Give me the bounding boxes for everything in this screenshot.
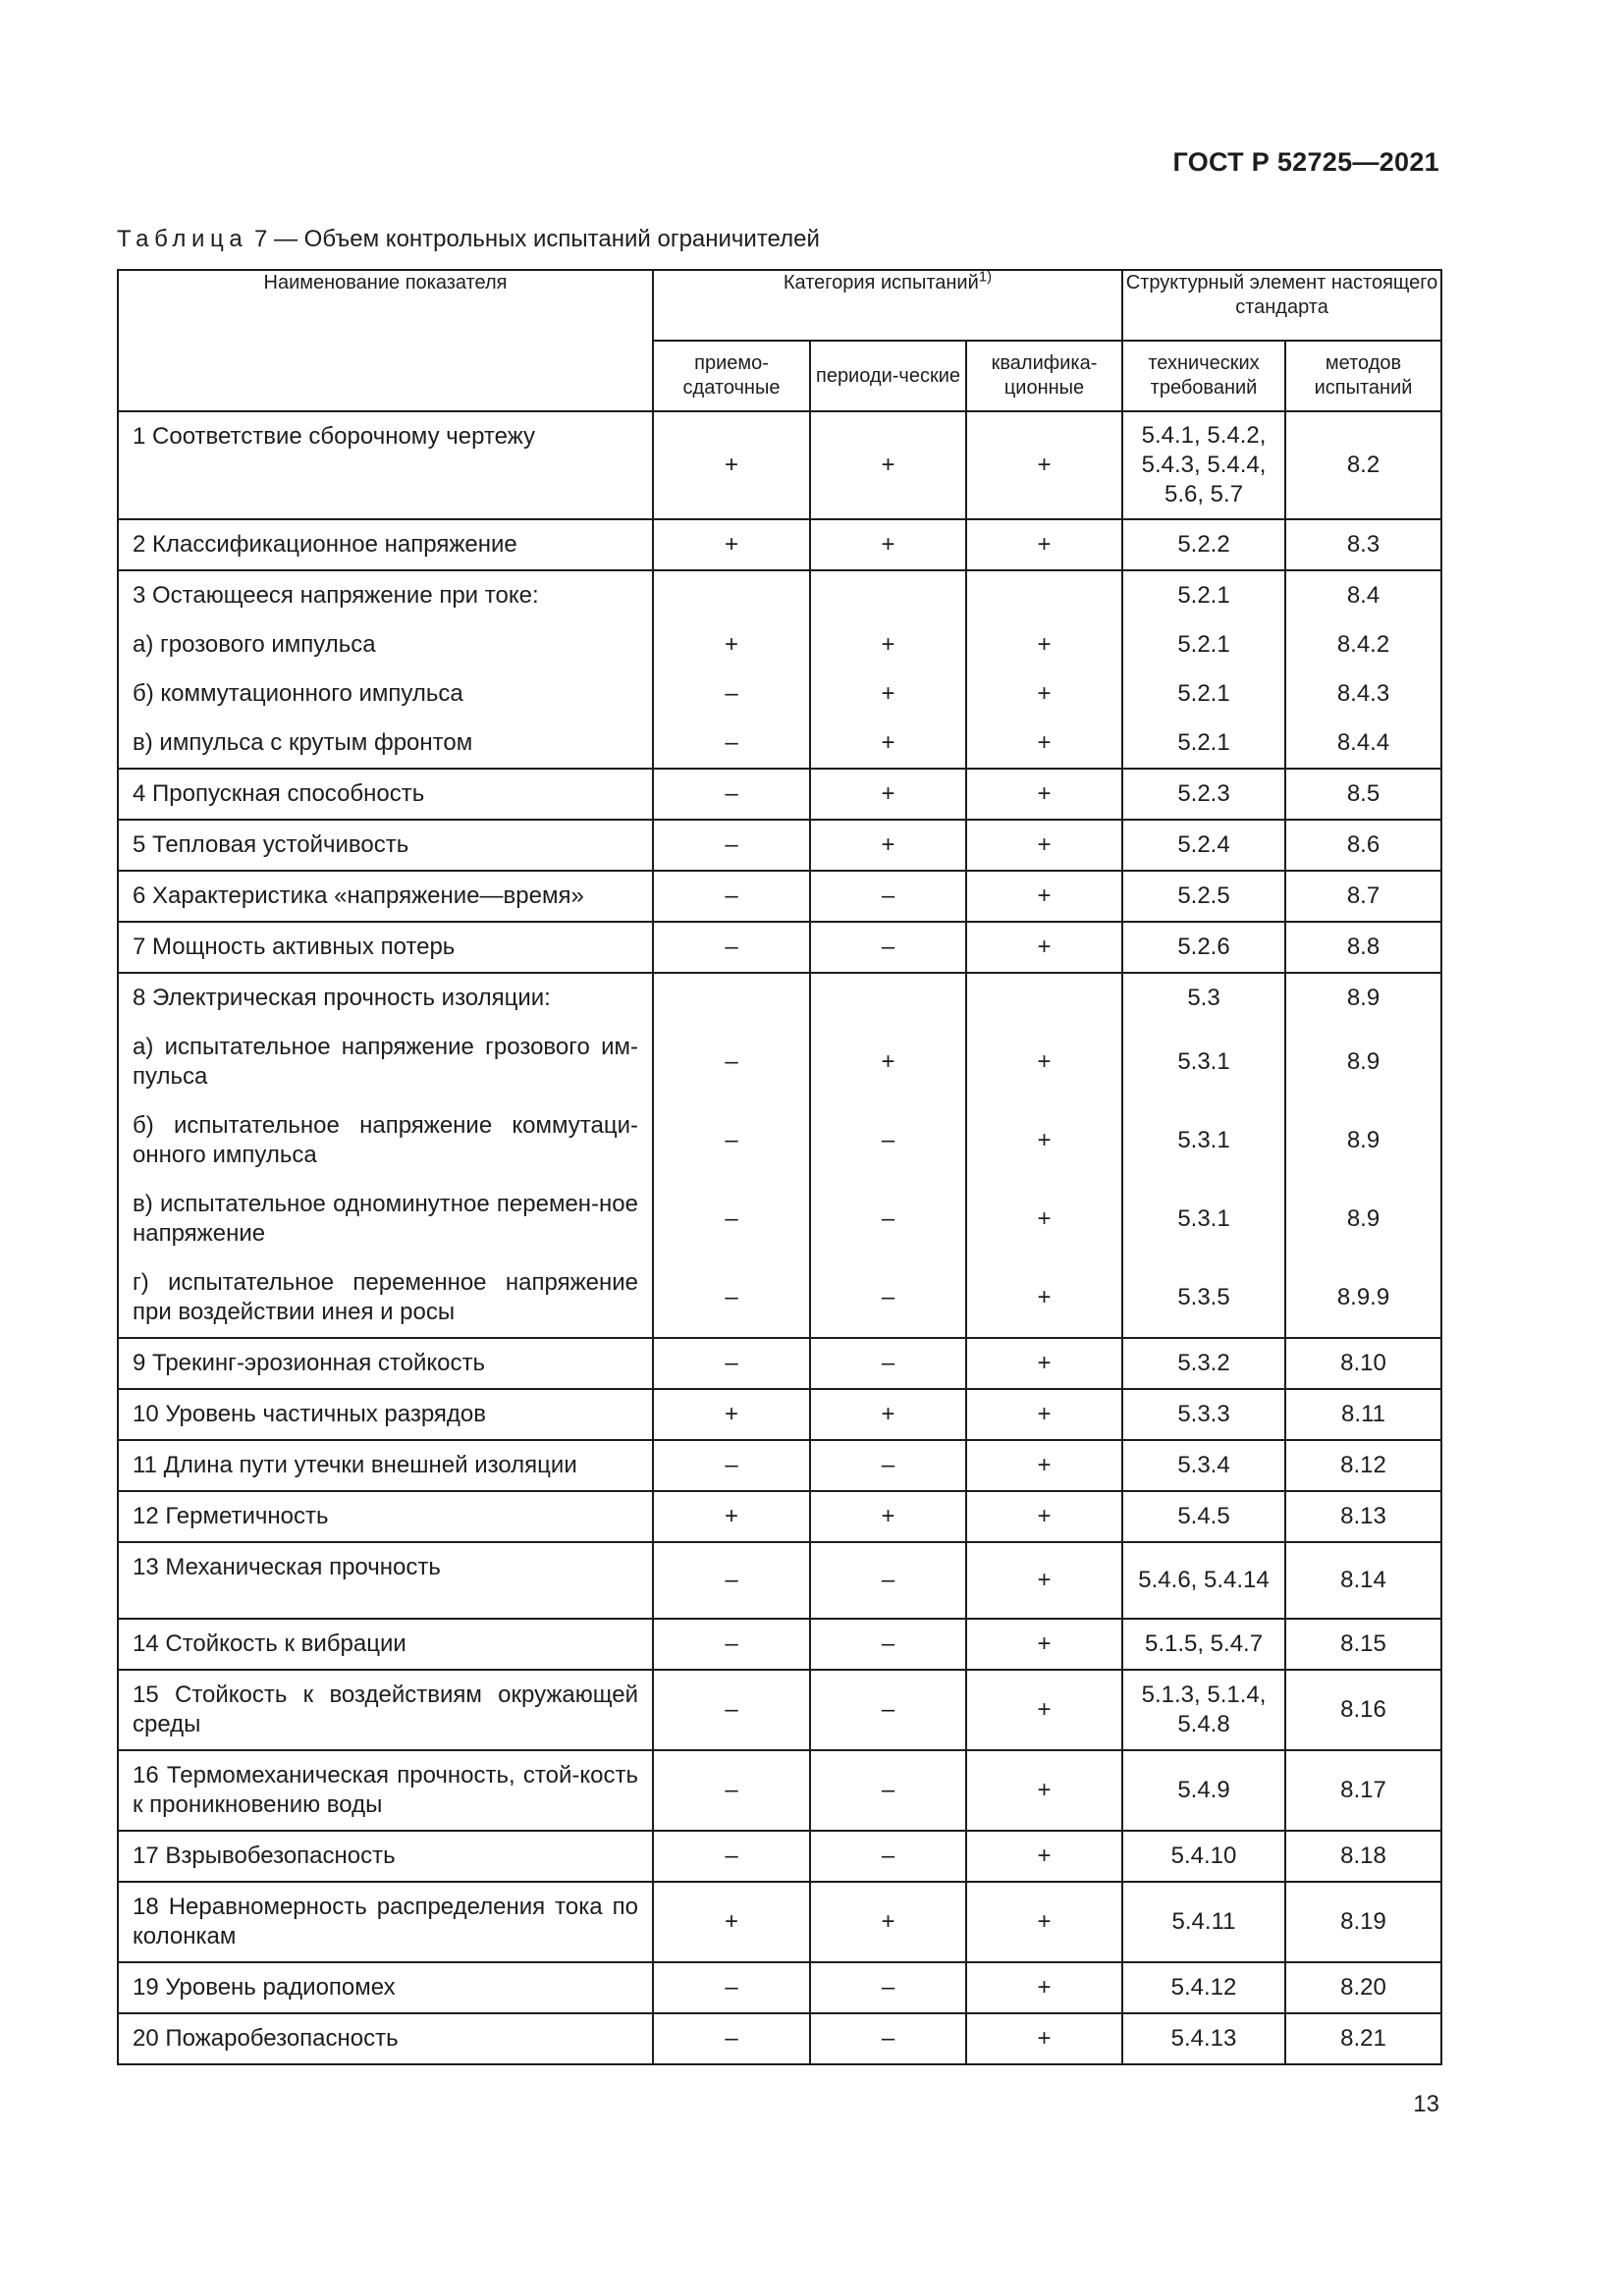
acceptance-cell: – — [653, 2013, 810, 2064]
qualification-cell: + — [966, 1338, 1122, 1389]
cell-value: 5.3 — [1187, 985, 1220, 1011]
cell-value: + — [1037, 1284, 1052, 1310]
periodic-cell — [810, 973, 966, 1338]
name-text: 3 Остающееся напряжение при токе: — [133, 582, 539, 609]
indicator-name-cell — [118, 570, 653, 769]
cell-value: 5.2.1 — [1177, 631, 1230, 658]
cell-value: 5.3.1 — [1177, 1127, 1230, 1153]
table-row — [118, 2013, 1441, 2064]
periodic-cell: – — [810, 1750, 966, 1831]
periodic-cell: – — [810, 1619, 966, 1670]
qualification-cell: + — [966, 1962, 1122, 2013]
tech-req-cell: 5.4.12 — [1122, 1962, 1285, 2013]
qualification-cell — [966, 570, 1122, 769]
periodic-cell: + — [810, 1882, 966, 1962]
indicator-name-cell: 15 Стойкость к воздействиям окружающей среды — [118, 1670, 653, 1750]
cell-value: – — [881, 1284, 895, 1310]
qualification-cell: + — [966, 1440, 1122, 1491]
acceptance-cell: – — [653, 1338, 810, 1389]
name-text: г) испытательное переменное напряжение при воздействии инея и росы — [133, 1269, 638, 1325]
periodic-cell: + — [810, 769, 966, 820]
cell-value — [967, 571, 1121, 620]
cell-value: + — [881, 1048, 895, 1075]
periodic-cell: – — [810, 1338, 966, 1389]
table-row — [118, 1491, 1441, 1542]
name-text: 8 Электрическая прочность изоляции: — [133, 985, 551, 1011]
tech-req-cell: 5.2.2 — [1122, 519, 1285, 570]
table-row — [118, 570, 1441, 769]
tech-req-cell: 5.1.3, 5.1.4, 5.4.8 — [1122, 1670, 1285, 1750]
table-row — [118, 1542, 1441, 1619]
qualification-cell: + — [966, 1670, 1122, 1750]
test-method-cell: 8.8 — [1285, 922, 1441, 973]
tech-req-cell: 5.4.11 — [1122, 1882, 1285, 1962]
cell-value: 5.3.1 — [1177, 1205, 1230, 1232]
tech-req-cell: 5.2.3 — [1122, 769, 1285, 820]
test-method-cell: 8.6 — [1285, 820, 1441, 871]
test-method-cell — [1285, 570, 1441, 769]
table-row — [118, 1619, 1441, 1670]
acceptance-cell: – — [653, 1542, 810, 1619]
acceptance-cell: – — [653, 769, 810, 820]
qualification-cell: + — [966, 769, 1122, 820]
sub-item-name — [119, 669, 652, 719]
periodic-cell: – — [810, 871, 966, 922]
table-caption-text: 7 — Объем контрольных испытаний ограничителей — [253, 226, 820, 252]
periodic-cell: + — [810, 1491, 966, 1542]
tech-req-cell: 5.4.9 — [1122, 1750, 1285, 1831]
tech-req-cell: 5.3.3 — [1122, 1389, 1285, 1440]
col-header-name: Наименование показателя — [118, 270, 653, 411]
table-row — [118, 1831, 1441, 1882]
test-method-cell: 8.17 — [1285, 1750, 1441, 1831]
indicator-name-cell: 18 Неравномерность распределения тока по колонкам — [118, 1882, 653, 1962]
header-row-1 — [118, 270, 1441, 341]
tech-req-cell: 5.4.6, 5.4.14 — [1122, 1542, 1285, 1619]
qualification-cell: + — [966, 411, 1122, 519]
acceptance-cell: + — [653, 411, 810, 519]
periodic-cell: – — [810, 1440, 966, 1491]
acceptance-cell: – — [653, 1962, 810, 2013]
cell-value: – — [881, 1205, 895, 1232]
acceptance-cell: + — [653, 1882, 810, 1962]
sub-item-name — [119, 1180, 652, 1258]
test-method-cell: 8.2 — [1285, 411, 1441, 519]
tests-table — [117, 269, 1442, 2065]
test-method-cell: 8.11 — [1285, 1389, 1441, 1440]
indicator-name-cell: 5 Тепловая устойчивость — [118, 820, 653, 871]
cell-value: + — [724, 631, 738, 658]
cell-value: + — [1037, 680, 1052, 707]
cell-value: + — [1037, 1205, 1052, 1232]
table-body — [118, 411, 1441, 2064]
periodic-cell: + — [810, 519, 966, 570]
tech-req-cell: 5.4.10 — [1122, 1831, 1285, 1882]
col-header-test-methods: методов испытаний — [1285, 341, 1441, 411]
col-header-structural: Структурный элемент настоящего стандарта — [1122, 270, 1441, 341]
cell-value: + — [881, 729, 895, 756]
acceptance-cell: – — [653, 1619, 810, 1670]
cell-value: – — [725, 1205, 738, 1232]
qualification-cell: + — [966, 1882, 1122, 1962]
table-row — [118, 1962, 1441, 2013]
cell-value: – — [725, 729, 738, 756]
test-method-cell: 8.13 — [1285, 1491, 1441, 1542]
test-method-cell: 8.10 — [1285, 1338, 1441, 1389]
test-method-cell: 8.20 — [1285, 1962, 1441, 2013]
col-header-tech-req: технических требований — [1122, 341, 1285, 411]
cell-value: 8.4.3 — [1336, 680, 1390, 707]
group-title — [119, 974, 652, 1023]
name-text: в) испытательное одноминутное перемен-ное напряжение — [133, 1191, 638, 1247]
name-text: в) импульса с крутым фронтом — [133, 729, 473, 756]
group-title — [119, 571, 652, 620]
sub-item-name — [119, 1258, 652, 1337]
table-row — [118, 871, 1441, 922]
tech-req-cell — [1122, 570, 1285, 769]
test-method-cell: 8.15 — [1285, 1619, 1441, 1670]
tech-req-cell: 5.2.6 — [1122, 922, 1285, 973]
tech-req-cell: 5.4.1, 5.4.2, 5.4.3, 5.4.4, 5.6, 5.7 — [1122, 411, 1285, 519]
tech-req-cell: 5.4.13 — [1122, 2013, 1285, 2064]
cell-value: 8.9 — [1346, 1205, 1380, 1232]
cell-value: 8.9 — [1346, 1048, 1380, 1075]
test-method-cell: 8.19 — [1285, 1882, 1441, 1962]
col-header-periodic: периоди-ческие — [810, 341, 966, 411]
qualification-cell: + — [966, 2013, 1122, 2064]
name-text: а) испытательное напряжение грозового им-пульса — [133, 1034, 638, 1090]
acceptance-cell: – — [653, 1670, 810, 1750]
tech-req-cell: 5.2.4 — [1122, 820, 1285, 871]
cell-value — [811, 974, 965, 1023]
indicator-name-cell: 19 Уровень радиопомех — [118, 1962, 653, 2013]
periodic-cell — [810, 570, 966, 769]
indicator-name-cell: 20 Пожаробезопасность — [118, 2013, 653, 2064]
test-method-cell: 8.5 — [1285, 769, 1441, 820]
cell-value: 5.3.1 — [1177, 1048, 1230, 1075]
indicator-name-cell: 11 Длина пути утечки внешней изоляции — [118, 1440, 653, 1491]
name-text: а) грозового импульса — [133, 631, 376, 658]
periodic-cell: – — [810, 922, 966, 973]
qualification-cell: + — [966, 519, 1122, 570]
cell-value: + — [1037, 729, 1052, 756]
indicator-name-cell: 14 Стойкость к вибрации — [118, 1619, 653, 1670]
table-row — [118, 1670, 1441, 1750]
acceptance-cell: – — [653, 1831, 810, 1882]
qualification-cell: + — [966, 1750, 1122, 1831]
test-method-cell: 8.16 — [1285, 1670, 1441, 1750]
table-row — [118, 820, 1441, 871]
table-row — [118, 1750, 1441, 1831]
test-method-cell: 8.18 — [1285, 1831, 1441, 1882]
page-number: 13 — [1413, 2091, 1439, 2117]
tech-req-cell: 5.3.2 — [1122, 1338, 1285, 1389]
tech-req-cell: 5.2.5 — [1122, 871, 1285, 922]
name-text: б) испытательное напряжение коммутаци-онного импульса — [133, 1112, 638, 1168]
qualification-cell: + — [966, 1389, 1122, 1440]
table-caption-label: Таблица — [117, 226, 248, 252]
periodic-cell: + — [810, 1389, 966, 1440]
periodic-cell: – — [810, 1831, 966, 1882]
acceptance-cell: – — [653, 1750, 810, 1831]
footnote-marker: 1) — [978, 268, 993, 286]
col-header-category — [653, 270, 1122, 341]
test-method-cell: 8.21 — [1285, 2013, 1441, 2064]
tech-req-cell: 5.1.5, 5.4.7 — [1122, 1619, 1285, 1670]
periodic-cell: – — [810, 1542, 966, 1619]
test-method-cell: 8.3 — [1285, 519, 1441, 570]
indicator-name-cell — [118, 973, 653, 1338]
cell-value: – — [725, 1048, 738, 1075]
cell-value: + — [1037, 1127, 1052, 1153]
qualification-cell: + — [966, 820, 1122, 871]
cell-value: 5.2.1 — [1177, 680, 1230, 707]
cell-value: 8.4.4 — [1336, 729, 1390, 756]
cell-value: – — [725, 1127, 738, 1153]
cell-value: – — [881, 1127, 895, 1153]
test-method-cell: 8.14 — [1285, 1542, 1441, 1619]
test-method-cell: 8.12 — [1285, 1440, 1441, 1491]
indicator-name-cell: 4 Пропускная способность — [118, 769, 653, 820]
cell-value: + — [1037, 1048, 1052, 1075]
periodic-cell: – — [810, 2013, 966, 2064]
table-row — [118, 1440, 1441, 1491]
test-method-cell — [1285, 973, 1441, 1338]
indicator-name-cell: 13 Механическая прочность — [118, 1542, 653, 1619]
cell-value: + — [881, 680, 895, 707]
indicator-name-cell: 6 Характеристика «напряжение—время» — [118, 871, 653, 922]
acceptance-cell: – — [653, 871, 810, 922]
col-header-category-label: Категория испытаний — [783, 272, 979, 294]
sub-item-name — [119, 1101, 652, 1180]
sub-item-name — [119, 620, 652, 669]
table-row — [118, 922, 1441, 973]
acceptance-cell: + — [653, 1491, 810, 1542]
cell-value: 8.9 — [1346, 985, 1380, 1011]
indicator-name-cell: 10 Уровень частичных разрядов — [118, 1389, 653, 1440]
periodic-cell: + — [810, 411, 966, 519]
table-row — [118, 411, 1441, 519]
cell-value: + — [1037, 631, 1052, 658]
qualification-cell: + — [966, 922, 1122, 973]
qualification-cell: + — [966, 1619, 1122, 1670]
name-text: б) коммутационного импульса — [133, 680, 463, 707]
periodic-cell: – — [810, 1670, 966, 1750]
periodic-cell: – — [810, 1962, 966, 2013]
indicator-name-cell: 1 Соответствие сборочному чертежу — [118, 411, 653, 519]
qualification-cell: + — [966, 871, 1122, 922]
cell-value: 8.9 — [1346, 1127, 1380, 1153]
indicator-name-cell: 7 Мощность активных потерь — [118, 922, 653, 973]
acceptance-cell: – — [653, 1440, 810, 1491]
indicator-name-cell: 12 Герметичность — [118, 1491, 653, 1542]
cell-value: 8.9.9 — [1336, 1284, 1390, 1310]
acceptance-cell — [653, 973, 810, 1338]
table-caption — [117, 226, 820, 253]
qualification-cell: + — [966, 1542, 1122, 1619]
acceptance-cell — [653, 570, 810, 769]
cell-value — [967, 974, 1121, 1023]
indicator-name-cell: 2 Классификационное напряжение — [118, 519, 653, 570]
table-row — [118, 519, 1441, 570]
col-header-acceptance: приемо-сдаточные — [653, 341, 810, 411]
tech-req-cell: 5.4.5 — [1122, 1491, 1285, 1542]
table-row — [118, 1389, 1441, 1440]
periodic-cell: + — [810, 820, 966, 871]
qualification-cell: + — [966, 1491, 1122, 1542]
qualification-cell — [966, 973, 1122, 1338]
sub-item-name — [119, 1023, 652, 1101]
acceptance-cell: + — [653, 519, 810, 570]
cell-value — [811, 571, 965, 620]
table-row — [118, 769, 1441, 820]
cell-value: 5.2.1 — [1177, 582, 1230, 609]
cell-value: – — [725, 1284, 738, 1310]
cell-value: 5.3.5 — [1177, 1284, 1230, 1310]
indicator-name-cell: 16 Термомеханическая прочность, стой-кость к проникновению воды — [118, 1750, 653, 1831]
table-row — [118, 1882, 1441, 1962]
cell-value: – — [725, 680, 738, 707]
test-method-cell: 8.7 — [1285, 871, 1441, 922]
qualification-cell: + — [966, 1831, 1122, 1882]
indicator-name-cell: 9 Трекинг-эрозионная стойкость — [118, 1338, 653, 1389]
tech-req-cell — [1122, 973, 1285, 1338]
sub-item-name — [119, 719, 652, 768]
acceptance-cell: + — [653, 1389, 810, 1440]
cell-value: 5.2.1 — [1177, 729, 1230, 756]
cell-value: + — [881, 631, 895, 658]
cell-value: 8.4.2 — [1336, 631, 1390, 658]
acceptance-cell: – — [653, 922, 810, 973]
cell-value: 8.4 — [1346, 582, 1380, 609]
table-row — [118, 973, 1441, 1338]
table-row — [118, 1338, 1441, 1389]
document-code: ГОСТ Р 52725—2021 — [1172, 147, 1439, 177]
cell-value — [654, 974, 809, 1023]
indicator-name-cell: 17 Взрывобезопасность — [118, 1831, 653, 1882]
cell-value — [654, 571, 809, 620]
tech-req-cell: 5.3.4 — [1122, 1440, 1285, 1491]
col-header-qualification: квалифика-ционные — [966, 341, 1122, 411]
acceptance-cell: – — [653, 820, 810, 871]
